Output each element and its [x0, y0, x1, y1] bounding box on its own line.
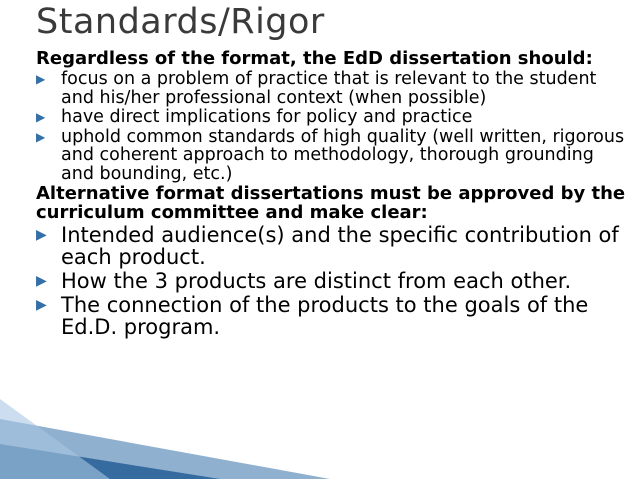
arrow-bullet-icon: ▶ [36, 273, 47, 289]
bullet-item [36, 128, 626, 184]
arrow-bullet-icon: ▶ [36, 227, 47, 243]
slide-title: Standards/Rigor [36, 2, 325, 42]
bullet-item [36, 108, 626, 127]
bullet-item [36, 270, 626, 292]
corner-decoration [0, 379, 330, 479]
arrow-bullet-icon: ▶ [36, 129, 46, 144]
bullet-item [36, 70, 626, 107]
bullet-text: uphold common standards of high quality (well written, rigorous and coherent approach to methodology, thorough grounding and bounding, etc.) [61, 126, 625, 184]
arrow-bullet-icon: ▶ [36, 72, 46, 86]
section-heading: Regardless of the format, the EdD dissertation should: [36, 48, 593, 69]
arrow-bullet-icon: ▶ [36, 110, 46, 124]
bullet-text: The connection of the products to the goals of the Ed.D. program. [61, 293, 589, 339]
bullet-item [36, 224, 626, 268]
bullet-item [36, 294, 626, 338]
bullet-text: have direct implications for policy and practice [61, 107, 473, 127]
bullet-text: How the 3 products are distinct from each other. [61, 269, 572, 293]
bullet-list [36, 224, 626, 338]
section-heading: Alternative format dissertations must be approved by the curriculum committee and make clear: [36, 183, 626, 223]
bullet-text: focus on a problem of practice that is relevant to the student and his/her professional context (when possible) [61, 69, 597, 108]
bullet-list [36, 70, 626, 183]
bullet-text: Intended audience(s) and the specific contribution of each product. [61, 223, 619, 269]
arrow-bullet-icon: ▶ [36, 297, 47, 313]
slide-content [36, 49, 626, 340]
